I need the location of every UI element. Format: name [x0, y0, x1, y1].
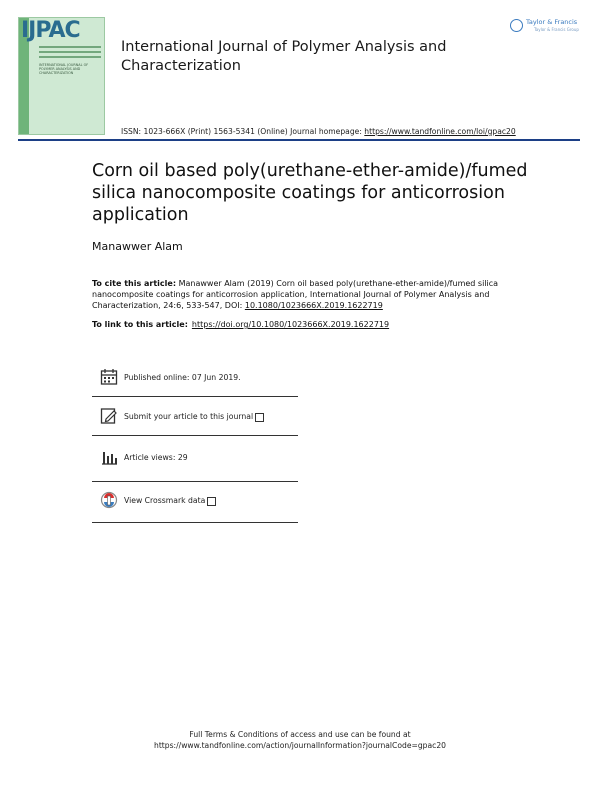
crossmark-icon	[100, 491, 118, 509]
citation-label: To cite this article:	[92, 279, 177, 288]
article-author: Manawwer Alam	[92, 240, 183, 253]
citation	[92, 278, 512, 311]
citation-doi-link[interactable]: 10.1080/1023666X.2019.1622719	[244, 301, 383, 310]
journal-title: International Journal of Polymer Analysis and Characterization	[121, 39, 447, 74]
published-box	[92, 360, 298, 397]
footer-line1: Full Terms & Conditions of access and use can be found at	[189, 730, 411, 739]
article-title: Corn oil based poly(urethane-ether-amide)/fumed silica nanocomposite coatings for anticorrosion application	[92, 161, 528, 225]
submit-article-link[interactable]	[100, 407, 264, 425]
issn-line	[121, 127, 516, 136]
edit-document-icon	[100, 407, 118, 425]
external-link-icon	[207, 497, 216, 506]
crossmark-label: View Crossmark data	[124, 495, 206, 505]
cover-logo: IJPAC	[21, 18, 80, 43]
calendar-icon	[100, 368, 118, 386]
submit-article-label: Submit your article to this journal	[124, 411, 254, 421]
article-link-label: To link to this article:	[92, 320, 188, 329]
journal-cover-image	[18, 17, 105, 135]
divider	[92, 522, 298, 523]
submit-box	[92, 397, 298, 436]
journal-homepage-link[interactable]: https://www.tandfonline.com/loi/gpac20	[364, 127, 516, 136]
header-rule	[18, 139, 580, 141]
footer	[0, 729, 600, 751]
views-box	[92, 436, 298, 482]
publisher-logo-line2: Taylor & Francis Group	[534, 27, 579, 32]
publisher-logo-line1: Taylor & Francis	[526, 18, 578, 26]
publisher-logo-icon	[510, 19, 523, 32]
external-link-icon	[255, 413, 264, 422]
cover-small-text: INTERNATIONAL JOURNAL OF POLYMER ANALYSIS AND CHARACTERIZATION	[39, 63, 89, 75]
article-doi-url[interactable]: https://doi.org/10.1080/1023666X.2019.1622719	[191, 320, 390, 329]
crossmark-box	[92, 482, 298, 523]
issn-text: ISSN: 1023-666X (Print) 1563-5341 (Online) Journal homepage:	[121, 127, 365, 136]
article-views: Article views: 29	[124, 452, 188, 462]
citation-text: Manawwer Alam (2019) Corn oil based poly(urethane-ether-amide)/fumed silica nanocomposite coatings for anticorrosion application, International Journal of Polymer Analysis and Characterization, 24:6, 533-547, DOI:	[92, 279, 499, 310]
footer-terms-link[interactable]: https://www.tandfonline.com/action/journalInformation?journalCode=gpac20	[154, 741, 446, 750]
cover-lines	[39, 46, 101, 61]
publisher-logo	[510, 17, 582, 37]
published-row	[100, 368, 241, 386]
crossmark-link[interactable]	[100, 491, 216, 509]
article-views-link[interactable]	[100, 448, 188, 466]
bar-chart-icon	[100, 448, 118, 466]
published-date: Published online: 07 Jun 2019.	[124, 372, 241, 382]
article-link	[92, 320, 389, 329]
